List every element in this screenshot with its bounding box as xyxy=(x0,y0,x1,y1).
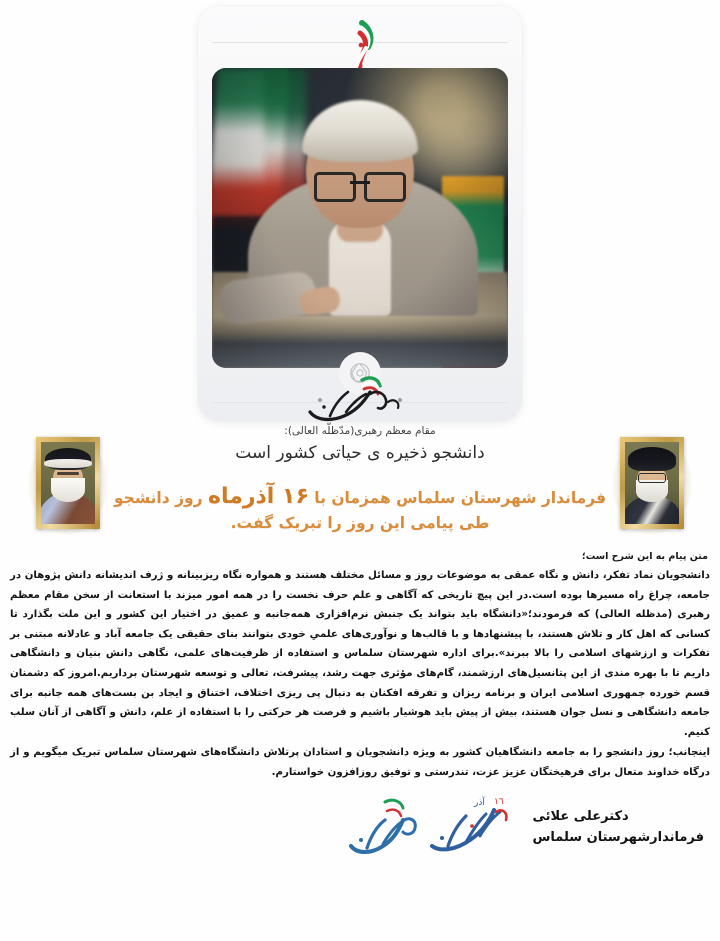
headline-part-1: فرماندار شهرستان سلماس همزمان با xyxy=(314,489,607,507)
alaei-signature-logo xyxy=(300,372,420,426)
portrait-khomeini-icon xyxy=(36,437,100,529)
alaei-calligraphy-logo-icon xyxy=(345,796,423,858)
news-photo xyxy=(212,68,508,368)
svg-text:آذر: آذر xyxy=(474,798,485,808)
quote-attribution: مقام معظم رهبری(مدّظلّه العالی): xyxy=(284,425,436,437)
headline-part-2: روز دانشجو xyxy=(113,489,203,507)
student-day-calligraphy-logo-icon xyxy=(424,792,510,858)
message-body xyxy=(10,566,710,783)
headline-line-2: طی پیامی این روز را تبریک گفت. xyxy=(230,514,490,532)
signature-block xyxy=(532,806,704,848)
signature-role: فرماندارشهرستان سلماس xyxy=(532,830,704,845)
quote-text: دانشجو ذخیره ی حیاتی کشور است xyxy=(235,443,485,463)
message-intro: متن پیام به این شرح است؛ xyxy=(581,551,708,562)
headline-date: ۱۶ آذرماه xyxy=(207,484,309,509)
message-paragraph-2: اینجانب؛ روز دانشجو را به جامعه دانشگاهیان کشور به ویژه دانشجویان و استادان پرتلاش دانشگاه‌های شهرستان سلماس تبریک میگویم و از درگاه خداوند متعال برای فرهیختگان عزیز عزت، تندرستی و توفیق روزافزون خواستارم. xyxy=(10,747,710,778)
iran-flag-ribbon-icon xyxy=(337,20,383,68)
photo-card xyxy=(198,6,522,421)
message-paragraph-1: دانشجویان نماد تفکر، دانش و نگاه عمقی به موضوعات روز و مسائل مختلف هستند و همواره نگاه ریزبینانه و ژرف اندیشانه دانش پژوهان در جامعه، چراغ راه مسیرها بوده است.در این پیچ تاریخی که آگاهی و علم حرف نخست را در همه امور میزند با استعانت از سخن مقام معظم رهبری (مدظله العالی) که فرمودند؛«دانشگاه باید بتواند یک جنبش نرم‌افزاری همه‌جانبه و عمیق در اختیار این کشور و این ملت بگذارد تا کسانی که اهل کار و تلاش هستند، با پیشنهادها و با قالب‌ها و نوآوری‌های علمیِ خودی بتوانند بنای حقیقی یک جامعه آباد و عادلانه مبتنی بر تفکرات و ارزشهای اسلامی را بالا ببرند».برای اداره شهرستان سلماس و استفاده از ظرفیت‌های علمی، نگاهی دانش بنیان و دانشگاهی داریم تا با بهره مندی از این پتانسیل‌های ارزشمند، گام‌های مؤثری جهت رشد، پیشرفت، تعالی و توسعه شهرستان برداریم.امروز که دشمنان قسم خورده جمهوری اسلامی ایران و برنامه ریزان و تفرقه افکنان به دنبال پی ریزی اختلاف، اختناق و ایجاد بن بست‌های همه جانبه برای جامعه دانشگاهی و نسل جوان هستند، بیش از پیش باید هوشیار باشیم و فرصت هر حرکتی را با استفاده از علم، دانش و آگاهی از آنان سلب کنیم. xyxy=(10,570,710,738)
portrait-khamenei-icon xyxy=(620,437,684,529)
signature-name: دکترعلی علائی xyxy=(532,809,629,824)
page-headline xyxy=(112,484,608,536)
svg-text:١٦: ١٦ xyxy=(494,797,504,807)
